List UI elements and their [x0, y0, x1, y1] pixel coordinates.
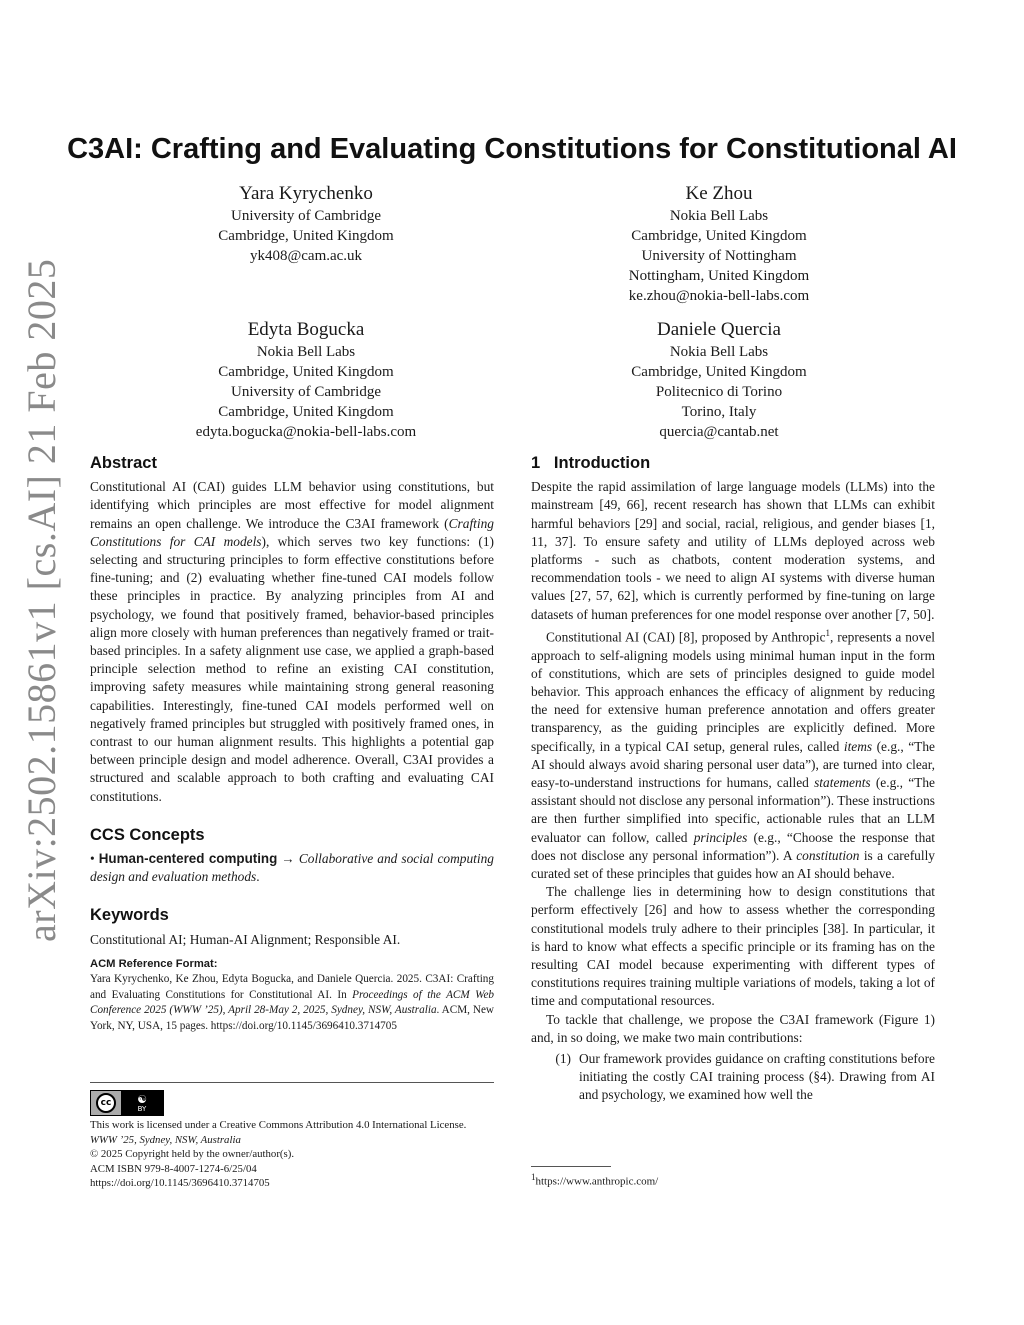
venue-text: WWW ’25, Sydney, NSW, Australia [90, 1133, 241, 1146]
footnote-divider [531, 1166, 611, 1167]
by-icon: ☯ BY [121, 1091, 163, 1115]
abstract-text: Constitutional AI (CAI) guides LLM behavior using constitutions, but identifying which principles are most effective for model alignment remains an open challenge. We introduce the C3AI framework (Crafting Constitutions for CAI models), which serves two key functions: (1) selecting and structuring principles to form effective constitutions before fine-tuning; and (2) evaluating whether fine-tuned CAI models follow these principles in practice. By analyzing principles from AI and psychology, we found that positively framed, behavior-based principles align more closely with human preferences than negatively framed or trait-based principles. In a safety alignment use case, we applied a graph-based principle selection method to refine an existing CAI constitution, improving safety measures while maintaining strong general reasoning capabilities. Interestingly, fine-tuned CAI models performed well on negatively framed principles but struggled with positively framed ones, in contrast to our human alignment results. This highlights a potential gap between principle design and model adherence. Overall, C3AI provides a structured and scalable approach to both crafting and evaluating CAI constitutions. [90, 479, 494, 804]
author-affiliation: University of Cambridge [231, 384, 381, 400]
paper-title: C3AI: Crafting and Evaluating Constitutions for Constitutional AI [67, 133, 957, 165]
ccs-text: • Human-centered computing → Collaborative and social computing design and evaluation methods. [90, 851, 494, 885]
acm-reference-heading: ACM Reference Format: [90, 957, 218, 970]
intro-paragraph: The challenge lies in determining how to design constitutions that perform effectively [26] and how to assess whether the corresponding constitutional models truly adhere to their principles [38]. In particular, it is hard to know what effects a specific principle or its framing has on the resulting CAI model because experimenting with different types of constitutions requires training multiple variations of models, taking a lot of time and computational resources. [531, 884, 935, 1009]
author-affiliation: Cambridge, United Kingdom [218, 404, 394, 420]
author-name: Ke Zhou [685, 183, 753, 204]
author-affiliation: University of Nottingham [641, 248, 797, 264]
list-number: (1) [555, 1050, 571, 1066]
acm-reference-text: Yara Kyrychenko, Ke Zhou, Edyta Bogucka, and Daniele Quercia. 2025. C3AI: Crafting and Evaluating Constitutions for Constitutional AI. In Proceedings of the ACM Web Conference 2025 (WWW ’25), April 28-May 2, 2025, Sydney, NSW, Australia. ACM, New York, NY, USA, 15 pages. https://doi.org/10.1145/3696410.3714705 [90, 973, 494, 1032]
author-affiliation: Torino, Italy [681, 404, 757, 420]
intro-paragraph: Constitutional AI (CAI) [8], proposed by Anthropic$^1$, represents a novel approach to self-aligning models using minimal human input in the form of constitutions, which are sets of principles designed to guide model behavior. This approach enhances the efficacy of alignment by reducing the need for extensive human preference annotation and offers greater transparency, as the guiding principles are explicitly defined. More specifically, in a typical CAI setup, general rules, called items (e.g., “The AI should always avoid sharing personal user data”), are turned into clear, easy-to-understand instructions for humans, called statements (e.g., “The assistant should not disclose any personal information”). These instructions are then further simplified into specific, actionable rules that an LLM evaluator can follow, called principles (e.g., “Choose the response that does not disclose any personal information”). A constitution is a carefully curated set of these principles that guides how an AI should behave. [531, 627, 936, 881]
intro-heading: 1 Introduction [531, 454, 651, 472]
doi-link[interactable]: https://doi.org/10.1145/3696410.3714705 [90, 1177, 270, 1190]
author-affiliation: Cambridge, United Kingdom [631, 228, 807, 244]
right-column [531, 454, 935, 1105]
author-name: Yara Kyrychenko [239, 183, 373, 204]
author-block [529, 318, 909, 442]
license-block [90, 1118, 494, 1191]
footnote-link[interactable]: https://www.anthropic.com/ [535, 1175, 659, 1188]
license-text: This work is licensed under a Creative Commons Attribution 4.0 International License. [90, 1119, 467, 1131]
author-block [116, 182, 496, 266]
copyright-text: © 2025 Copyright held by the owner/author(s). [90, 1148, 295, 1161]
intro-paragraph: To tackle that challenge, we propose the C3AI framework (Figure 1) and, in so doing, we make two main contributions: [531, 1011, 935, 1045]
intro-paragraph: Despite the rapid assimilation of large language models (LLMs) into the mainstream [49, 66], recent research has shown that LLMs can exhibit harmful behaviors [29] and social, racial, religious, and gender biases [1, 11, 37]. To ensure safety and utility of LLMs deployed across web platforms - such as chatbots, content moderation systems, and recommendation tools - we need to align AI systems with diverse human values [27, 57, 62], which is currently performed by fine-tuning on large datasets of human preferences for one model response over another [7, 50]. [531, 479, 935, 622]
author-email[interactable]: ke.zhou@nokia-bell-labs.com [628, 288, 810, 304]
author-affiliation: Nokia Bell Labs [256, 344, 356, 360]
arxiv-stamp: arXiv:2502.15861v1 [cs.AI] 21 Feb 2025 [19, 258, 64, 942]
left-column [90, 454, 494, 1034]
author-affiliation: Nottingham, United Kingdom [628, 268, 810, 284]
cc-by-badge[interactable] [90, 1090, 164, 1116]
list-text: Our framework provides guidance on crafting constitutions before initiating the costly CAI training process (§4). Drawing from AI and psychology, we examined how well the [579, 1050, 935, 1103]
ccs-heading: CCS Concepts [90, 825, 205, 844]
keywords-text: Constitutional AI; Human-AI Alignment; Responsible AI. [90, 931, 401, 947]
isbn-text: ACM ISBN 979-8-4007-1274-6/25/04 [90, 1162, 257, 1175]
list-item [531, 1050, 935, 1105]
author-affiliation: Nokia Bell Labs [669, 344, 769, 360]
author-affiliation: University of Cambridge [231, 208, 381, 224]
author-email[interactable]: yk408@cam.ac.uk [249, 248, 363, 264]
author-name: Edyta Bogucka [247, 319, 365, 340]
author-block [529, 182, 909, 306]
author-email[interactable]: edyta.bogucka@nokia-bell-labs.com [195, 424, 417, 440]
author-affiliation: Cambridge, United Kingdom [218, 364, 394, 380]
cc-icon: cc [91, 1091, 121, 1115]
abstract-heading: Abstract [90, 454, 157, 472]
keywords-heading: Keywords [90, 906, 169, 925]
author-affiliation: Cambridge, United Kingdom [218, 228, 394, 244]
author-affiliation: Cambridge, United Kingdom [631, 364, 807, 380]
footnote: $^1$https://www.anthropic.com/ [531, 1172, 659, 1188]
author-affiliation: Nokia Bell Labs [669, 208, 769, 224]
acm-reference [90, 957, 494, 1035]
author-block [116, 318, 496, 442]
author-email[interactable]: quercia@cantab.net [659, 424, 779, 440]
author-affiliation: Politecnico di Torino [655, 384, 783, 400]
license-divider [90, 1082, 494, 1083]
author-name: Daniele Quercia [657, 319, 781, 340]
